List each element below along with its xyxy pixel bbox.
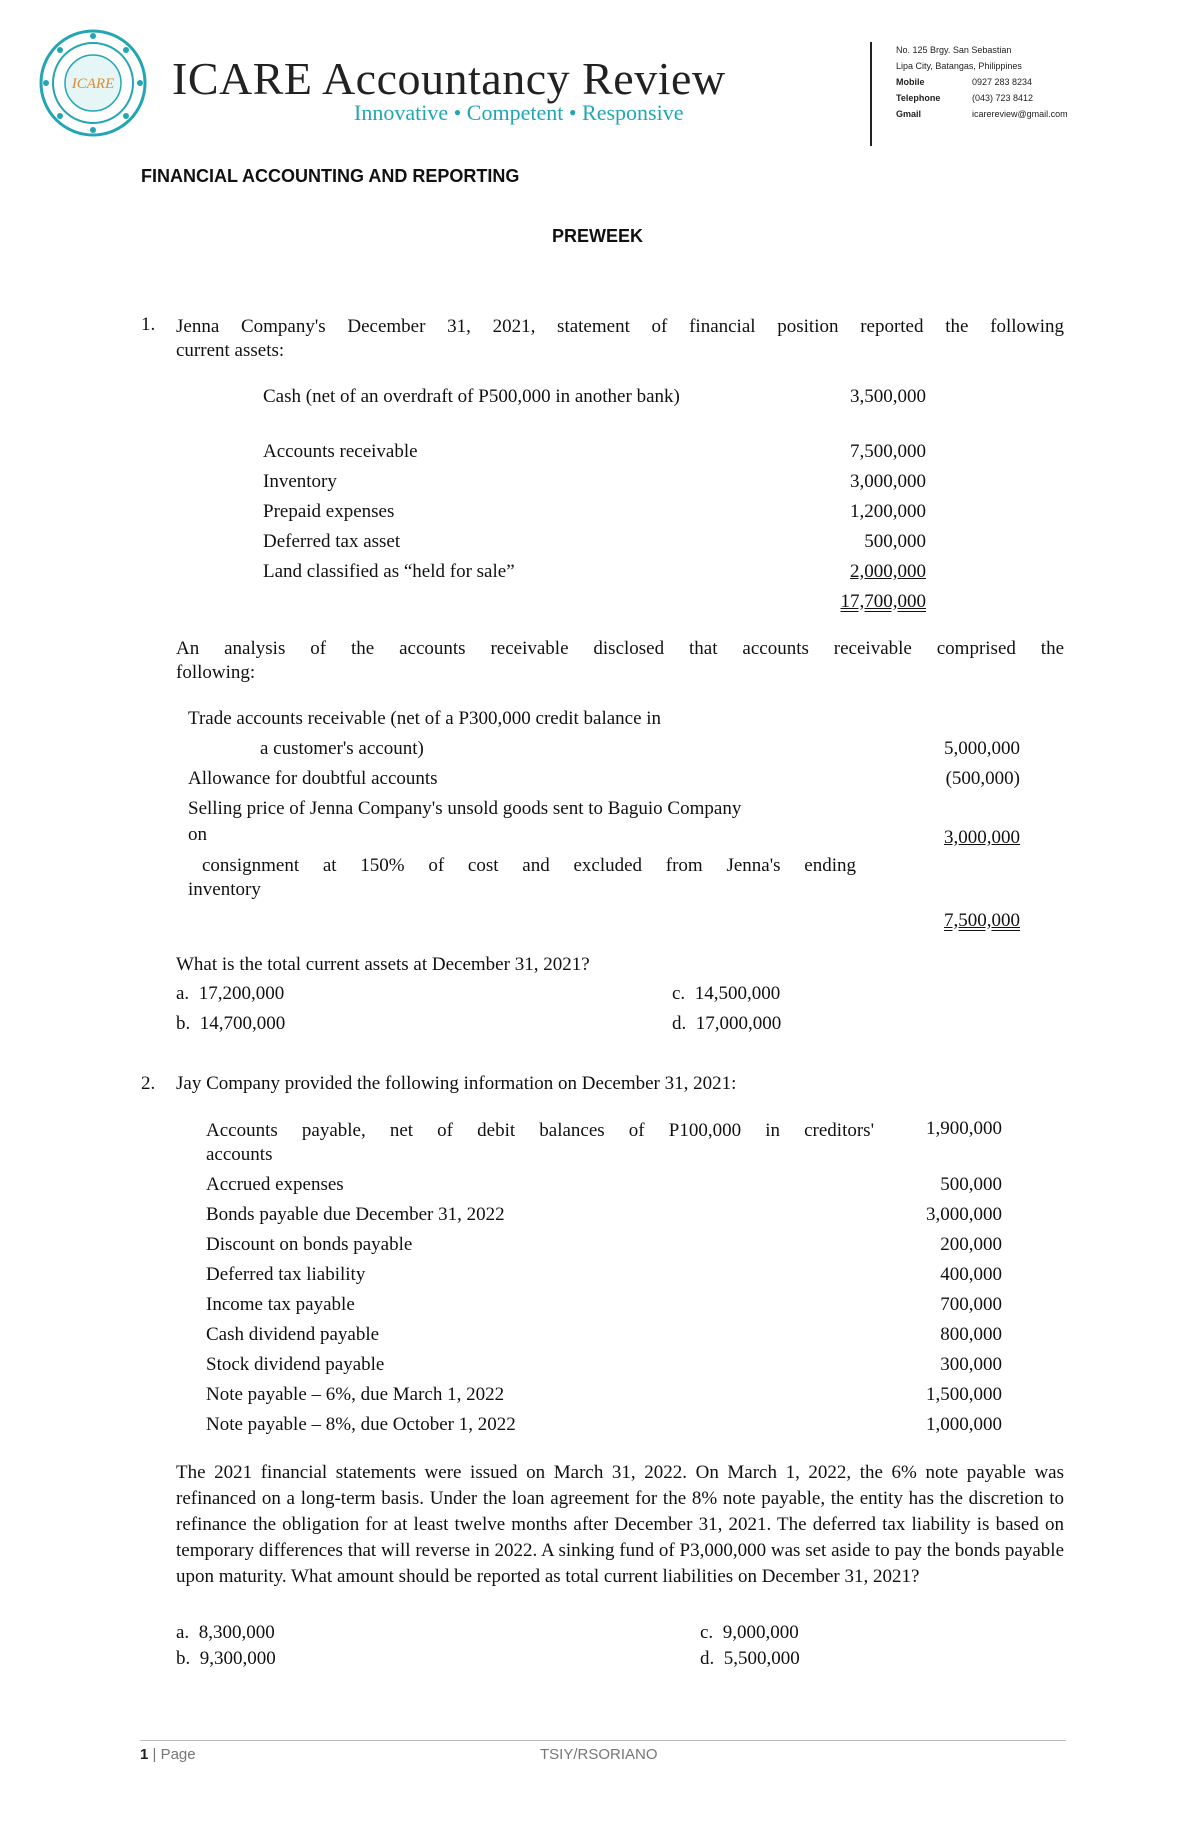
- header-divider: [870, 42, 872, 146]
- asset-amount: 7,500,000: [850, 441, 926, 462]
- choice-a[interactable]: a. 17,200,000: [176, 983, 285, 1004]
- liability-amount: 800,000: [940, 1324, 1002, 1345]
- payable-label: Accounts payable, net of debit balances of P100,000 in creditors': [206, 1120, 874, 1141]
- payable-amount: 1,900,000: [926, 1118, 1002, 1139]
- asset-label: Cash (net of an overdraft of P500,000 in another bank): [263, 386, 680, 407]
- ar-total: 7,500,000: [944, 910, 1020, 931]
- ar-consign-line1: Selling price of Jenna Company's unsold goods sent to Baguio Company: [188, 798, 742, 819]
- section-title: PREWEEK: [552, 226, 644, 246]
- ar-consign-line2: on: [188, 824, 207, 845]
- contact-row: Lipa City, Batangas, Philippines: [896, 61, 1022, 71]
- asset-amount: 3,000,000: [850, 471, 926, 492]
- q1-analysis-line1: An analysis of the accounts receivable disclosed that accounts receivable comprised the: [176, 638, 1064, 659]
- subject-title: FINANCIAL ACCOUNTING AND REPORTING: [141, 166, 520, 186]
- asset-amount: 500,000: [864, 531, 926, 552]
- liability-label: Note payable – 8%, due October 1, 2022: [206, 1414, 516, 1435]
- liability-amount: 400,000: [940, 1264, 1002, 1285]
- choice-b[interactable]: b. 14,700,000: [176, 1013, 286, 1034]
- asset-amount: 2,000,000: [850, 561, 926, 582]
- liability-label: Note payable – 6%, due March 1, 2022: [206, 1384, 505, 1405]
- ar-allowance: Allowance for doubtful accounts: [188, 768, 438, 789]
- liability-label: Bonds payable due December 31, 2022: [206, 1204, 505, 1225]
- liability-amount: 1,500,000: [926, 1384, 1002, 1405]
- footer-author: TSIY/RSORIANO: [540, 1746, 658, 1763]
- ar-consign-line4: inventory: [188, 879, 261, 900]
- q1-stem-line1: Jenna Company's December 31, 2021, statement of financial position reported the following: [176, 316, 1064, 337]
- ar-consign-line3: consignment at 150% of cost and excluded from Jenna's ending: [202, 855, 856, 876]
- liability-amount: 1,000,000: [926, 1414, 1002, 1435]
- contact-block: [896, 42, 1068, 122]
- liability-amount: 500,000: [940, 1174, 1002, 1195]
- liability-label: Deferred tax liability: [206, 1264, 366, 1285]
- q1-number: 1.: [141, 314, 156, 335]
- q1-question: What is the total current assets at December 31, 2021?: [176, 954, 590, 975]
- seal-text: ICARE: [71, 76, 115, 92]
- liability-amount: 3,000,000: [926, 1204, 1002, 1225]
- contact-row: No. 125 Brgy. San Sebastian: [896, 45, 1012, 55]
- liability-label: Stock dividend payable: [206, 1354, 385, 1375]
- ar-trade-amount: 5,000,000: [944, 738, 1020, 759]
- asset-amount: 1,200,000: [850, 501, 926, 522]
- brand-tagline: Innovative • Competent • Responsive: [354, 100, 684, 125]
- liability-label: Accrued expenses: [206, 1174, 344, 1195]
- brand-name: ICARE Accountancy Review: [172, 53, 726, 104]
- asset-amount: 3,500,000: [850, 386, 926, 407]
- asset-label: Accounts receivable: [263, 441, 418, 462]
- ar-consign-amount: 3,000,000: [944, 827, 1020, 848]
- contact-row: Gmail icarereview@gmail.com: [896, 109, 1068, 119]
- liability-label: Cash dividend payable: [206, 1324, 380, 1345]
- page-number: 1 | Page: [140, 1746, 196, 1763]
- asset-label: Prepaid expenses: [263, 501, 395, 522]
- ar-allowance-amount: (500,000): [945, 768, 1020, 789]
- footer-divider: [140, 1740, 1066, 1741]
- assets-total: 17,700,000: [840, 591, 926, 612]
- payable-label-cont: accounts: [206, 1144, 273, 1165]
- choice-c[interactable]: c. 9,000,000: [700, 1622, 799, 1643]
- choice-d[interactable]: d. 5,500,000: [700, 1648, 800, 1669]
- choice-c[interactable]: c. 14,500,000: [672, 983, 781, 1004]
- q2-stem: Jay Company provided the following information on December 31, 2021:: [176, 1073, 737, 1094]
- choice-d[interactable]: d. 17,000,000: [672, 1013, 782, 1034]
- q2-paragraph: The 2021 financial statements were issued on March 31, 2022. On March 1, 2022, the 6% note payable was refinanced on a long-term basis. Under the loan agreement for the 8% note payable, the entity has the discretion to refinance the obligation for at least twelve months after December 31, 2021. The deferred tax liability is based on temporary differences that will reverse in 2022. A sinking fund of P3,000,000 was set aside to pay the bonds payable upon maturity. What amount should be reported as total current liabilities on December 31, 2021?: [176, 1462, 1064, 1587]
- liability-amount: 200,000: [940, 1234, 1002, 1255]
- asset-label: Deferred tax asset: [263, 531, 401, 552]
- liability-label: Income tax payable: [206, 1294, 355, 1315]
- choice-b[interactable]: b. 9,300,000: [176, 1648, 276, 1669]
- icare-seal-logo: [38, 28, 148, 138]
- ar-trade-line1: Trade accounts receivable (net of a P300,000 credit balance in: [188, 708, 662, 729]
- contact-row: Mobile 0927 283 8234: [896, 77, 1033, 87]
- choice-a[interactable]: a. 8,300,000: [176, 1622, 275, 1643]
- ar-trade-line2: a customer's account): [260, 738, 424, 759]
- q1-stem-line2: current assets:: [176, 340, 285, 361]
- q1-analysis-line2: following:: [176, 662, 256, 683]
- q2-number: 2.: [141, 1073, 156, 1094]
- contact-row: Telephone (043) 723 8412: [896, 93, 1034, 103]
- liability-label: Discount on bonds payable: [206, 1234, 413, 1255]
- asset-label: Inventory: [263, 471, 337, 492]
- asset-label: Land classified as “held for sale”: [263, 561, 515, 582]
- liability-amount: 300,000: [940, 1354, 1002, 1375]
- liability-amount: 700,000: [940, 1294, 1002, 1315]
